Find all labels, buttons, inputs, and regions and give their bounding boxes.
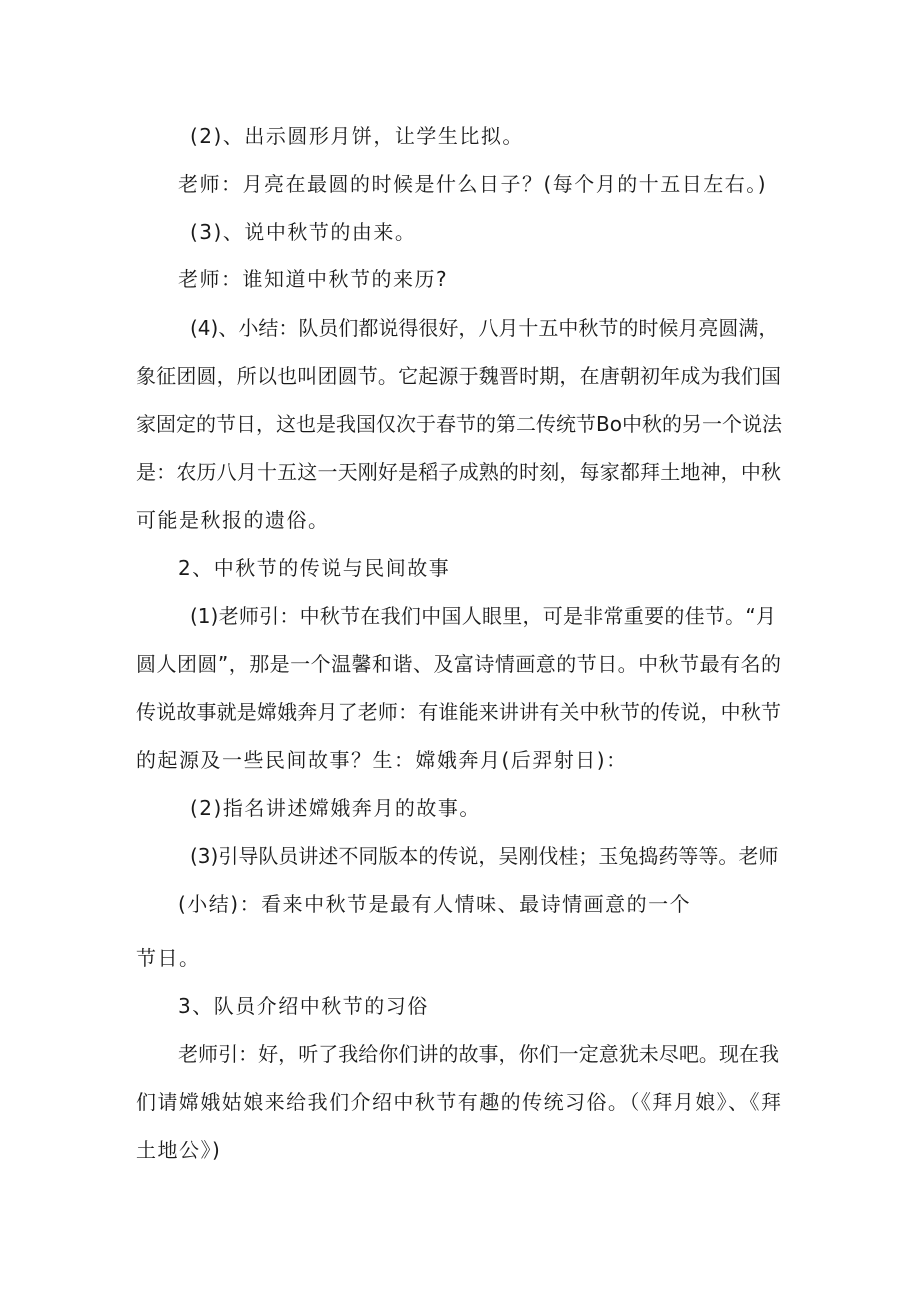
text-line: 老师：谁知道中秋节的来历? bbox=[178, 267, 449, 291]
text-line: 是：农历八月十五这一天刚好是稻子成熟的时刻，每家都拜土地神，中秋 bbox=[136, 460, 781, 484]
text-line: (1)老师引：中秋节在我们中国人眼里，可是非常重要的佳节。“月 bbox=[190, 604, 776, 628]
text-line: (4)、小结：队员们都说得很好，八月十五中秋节的时候月亮圆满， bbox=[190, 316, 779, 340]
text-line: 圆人团圆”，那是一个温馨和谐、及富诗情画意的节日。中秋节最有名的 bbox=[136, 652, 781, 676]
text-line: 们请嫦娥姑娘来给我们介绍中秋节有趣的传统习俗。（《拜月娘》、《拜 bbox=[136, 1090, 781, 1114]
text-line: (2)、出示圆形月饼，让学生比拟。 bbox=[190, 124, 524, 148]
text-line: 老师：月亮在最圆的时候是什么日子？(每个月的十五日左右。) bbox=[178, 172, 768, 196]
text-line: 土地公》) bbox=[136, 1138, 222, 1162]
text-line: (小结)：看来中秋节是最有人情味、最诗情画意的一个 bbox=[178, 892, 692, 916]
text-line: 节日。 bbox=[136, 946, 201, 970]
text-line: (2)指名讲述嫦娥奔月的故事。 bbox=[190, 796, 481, 820]
text-line: 可能是秋报的遗俗。 bbox=[136, 508, 330, 532]
text-line: 家固定的节日，这也是我国仅次于春节的第二传统节Bo中秋的另一个说法 bbox=[136, 412, 782, 436]
text-line: 传说故事就是嫦娥奔月了老师：有谁能来讲讲有关中秋节的传说，中秋节 bbox=[136, 700, 781, 724]
text-line: 象征团圆，所以也叫团圆节。它起源于魏晋时期，在唐朝初年成为我们国 bbox=[136, 364, 781, 388]
section-heading: 2、中秋节的传说与民间故事 bbox=[178, 556, 451, 580]
text-line: (3)、说中秋节的由来。 bbox=[190, 220, 417, 244]
text-line: 的起源及一些民间故事？生：嫦娥奔月(后羿射日)： bbox=[136, 748, 628, 772]
text-line: (3)引导队员讲述不同版本的传说，吴刚伐桂；玉兔捣药等等。老师 bbox=[190, 844, 779, 868]
text-line: 老师引：好，听了我给你们讲的故事，你们一定意犹未尽吧。现在我 bbox=[178, 1042, 779, 1066]
section-heading: 3、队员介绍中秋节的习俗 bbox=[178, 994, 429, 1018]
